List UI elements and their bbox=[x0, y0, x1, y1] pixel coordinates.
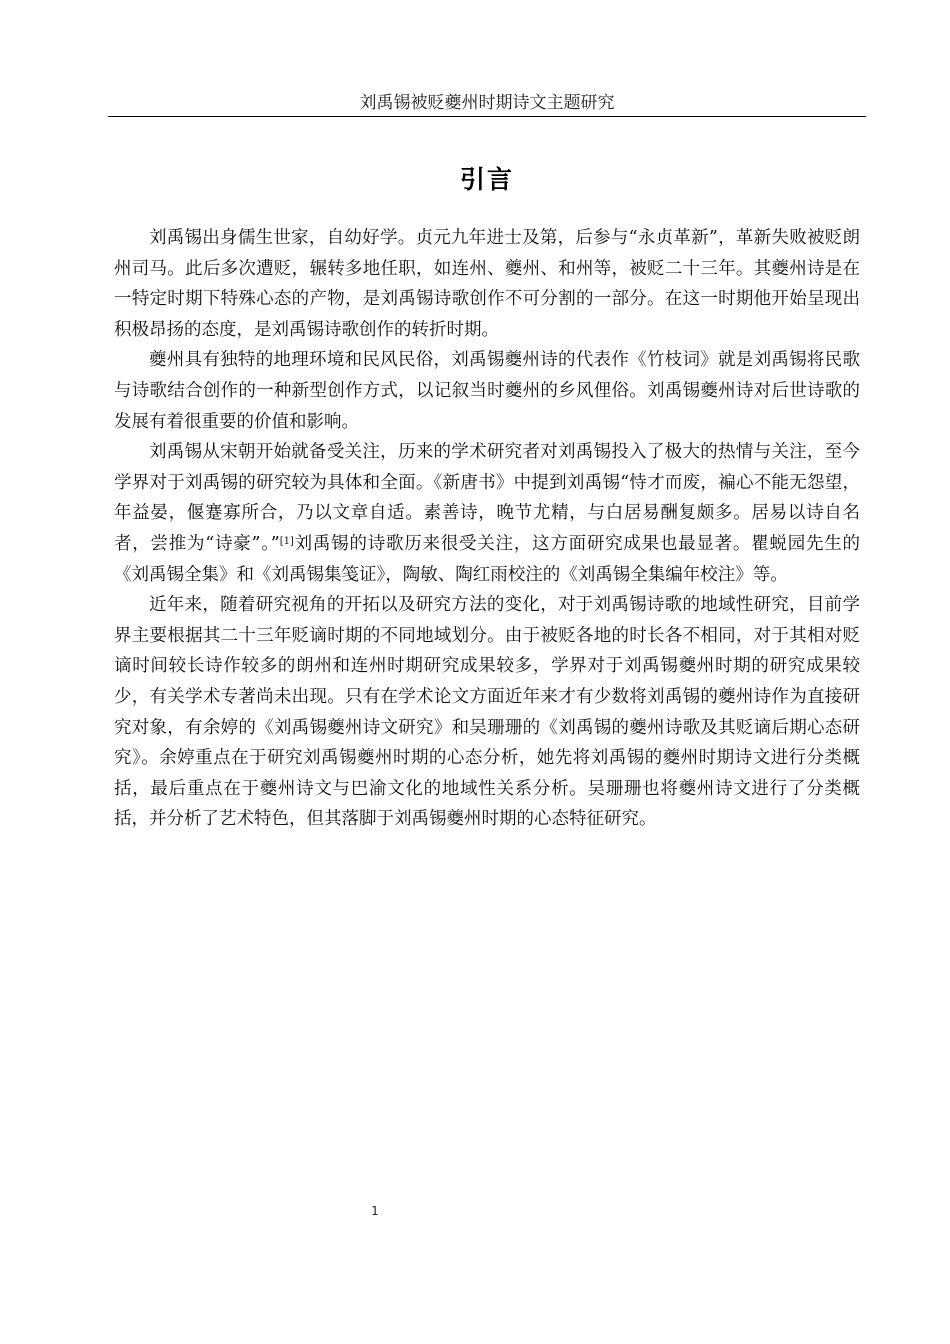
paragraph-3 bbox=[114, 437, 860, 590]
paragraph-3-text-after: 刘禹锡的诗歌历来很受关注，这方面研究成果也最显著。瞿蜕园先生的《刘禹锡全集》和《刘禹锡集笺证》，陶敏、陶红雨校注的《刘禹锡全集编年校注》等。 bbox=[114, 533, 861, 585]
section-title: 引言 bbox=[459, 164, 514, 194]
running-header: 刘禹锡被贬夔州时期诗文主题研究 bbox=[359, 93, 615, 113]
paragraph-2: 夔州具有独特的地理环境和民风民俗，刘禹锡夔州诗的代表作《竹枝词》就是刘禹锡将民歌与诗歌结合创作的一种新型创作方式，以记叙当时夔州的乡风俚俗。刘禹锡夔州诗对后世诗歌的发展有着很重要的价值和影响。 bbox=[114, 350, 860, 432]
header-rule bbox=[108, 116, 866, 117]
citation-marker: [1] bbox=[279, 535, 294, 547]
paragraph-3-text-before: 刘禹锡从宋朝开始就备受关注，历来的学术研究者对刘禹锡投入了极大的热情与关注，至今学界对于刘禹锡的研究较为具体和全面。《新唐书》中提到刘禹锡“恃才而废，褊心不能无怨望，年益晏，偃蹇寡所合，乃以文章自适。素善诗，晚节尤精，与白居易酬复颇多。居易以诗自名者，尝推为“诗豪”。” bbox=[114, 442, 860, 554]
paragraph-1: 刘禹锡出身儒生世家，自幼好学。贞元九年进士及第，后参与“永贞革新”，革新失败被贬朗州司马。此后多次遭贬，辗转多地任职，如连州、夔州、和州等，被贬二十三年。其夔州诗是在一特定时期下特殊心态的产物，是刘禹锡诗歌创作不可分割的一部分。在这一时期他开始呈现出积极昂扬的态度，是刘禹锡诗歌创作的转折时期。 bbox=[114, 228, 860, 340]
body-text bbox=[114, 223, 860, 835]
paragraph-4: 近年来，随着研究视角的开拓以及研究方法的变化，对于刘禹锡诗歌的地域性研究，目前学界主要根据其二十三年贬谪时期的不同地域划分。由于被贬各地的时长各不相同，对于其相对贬谪时间较长诗作较多的朗州和连州时期研究成果较多，学界对于刘禹锡夔州时期的研究成果较少，有关学术专著尚未出现。只有在学术论文方面近年来才有少数将刘禹锡的夔州诗作为直接研究对象，有余婷的《刘禹锡夔州诗文研究》和吴珊珊的《刘禹锡的夔州诗歌及其贬谪后期心态研究》。余婷重点在于研究刘禹锡夔州时期的心态分析，她先将刘禹锡的夔州时期诗文进行分类概括，最后重点在于夔州诗文与巴渝文化的地域性关系分析。吴珊珊也将夔州诗文进行了分类概括，并分析了艺术特色，但其落脚于刘禹锡夔州时期的心态特征研究。 bbox=[114, 595, 860, 830]
page-number: 1 bbox=[371, 1204, 379, 1218]
